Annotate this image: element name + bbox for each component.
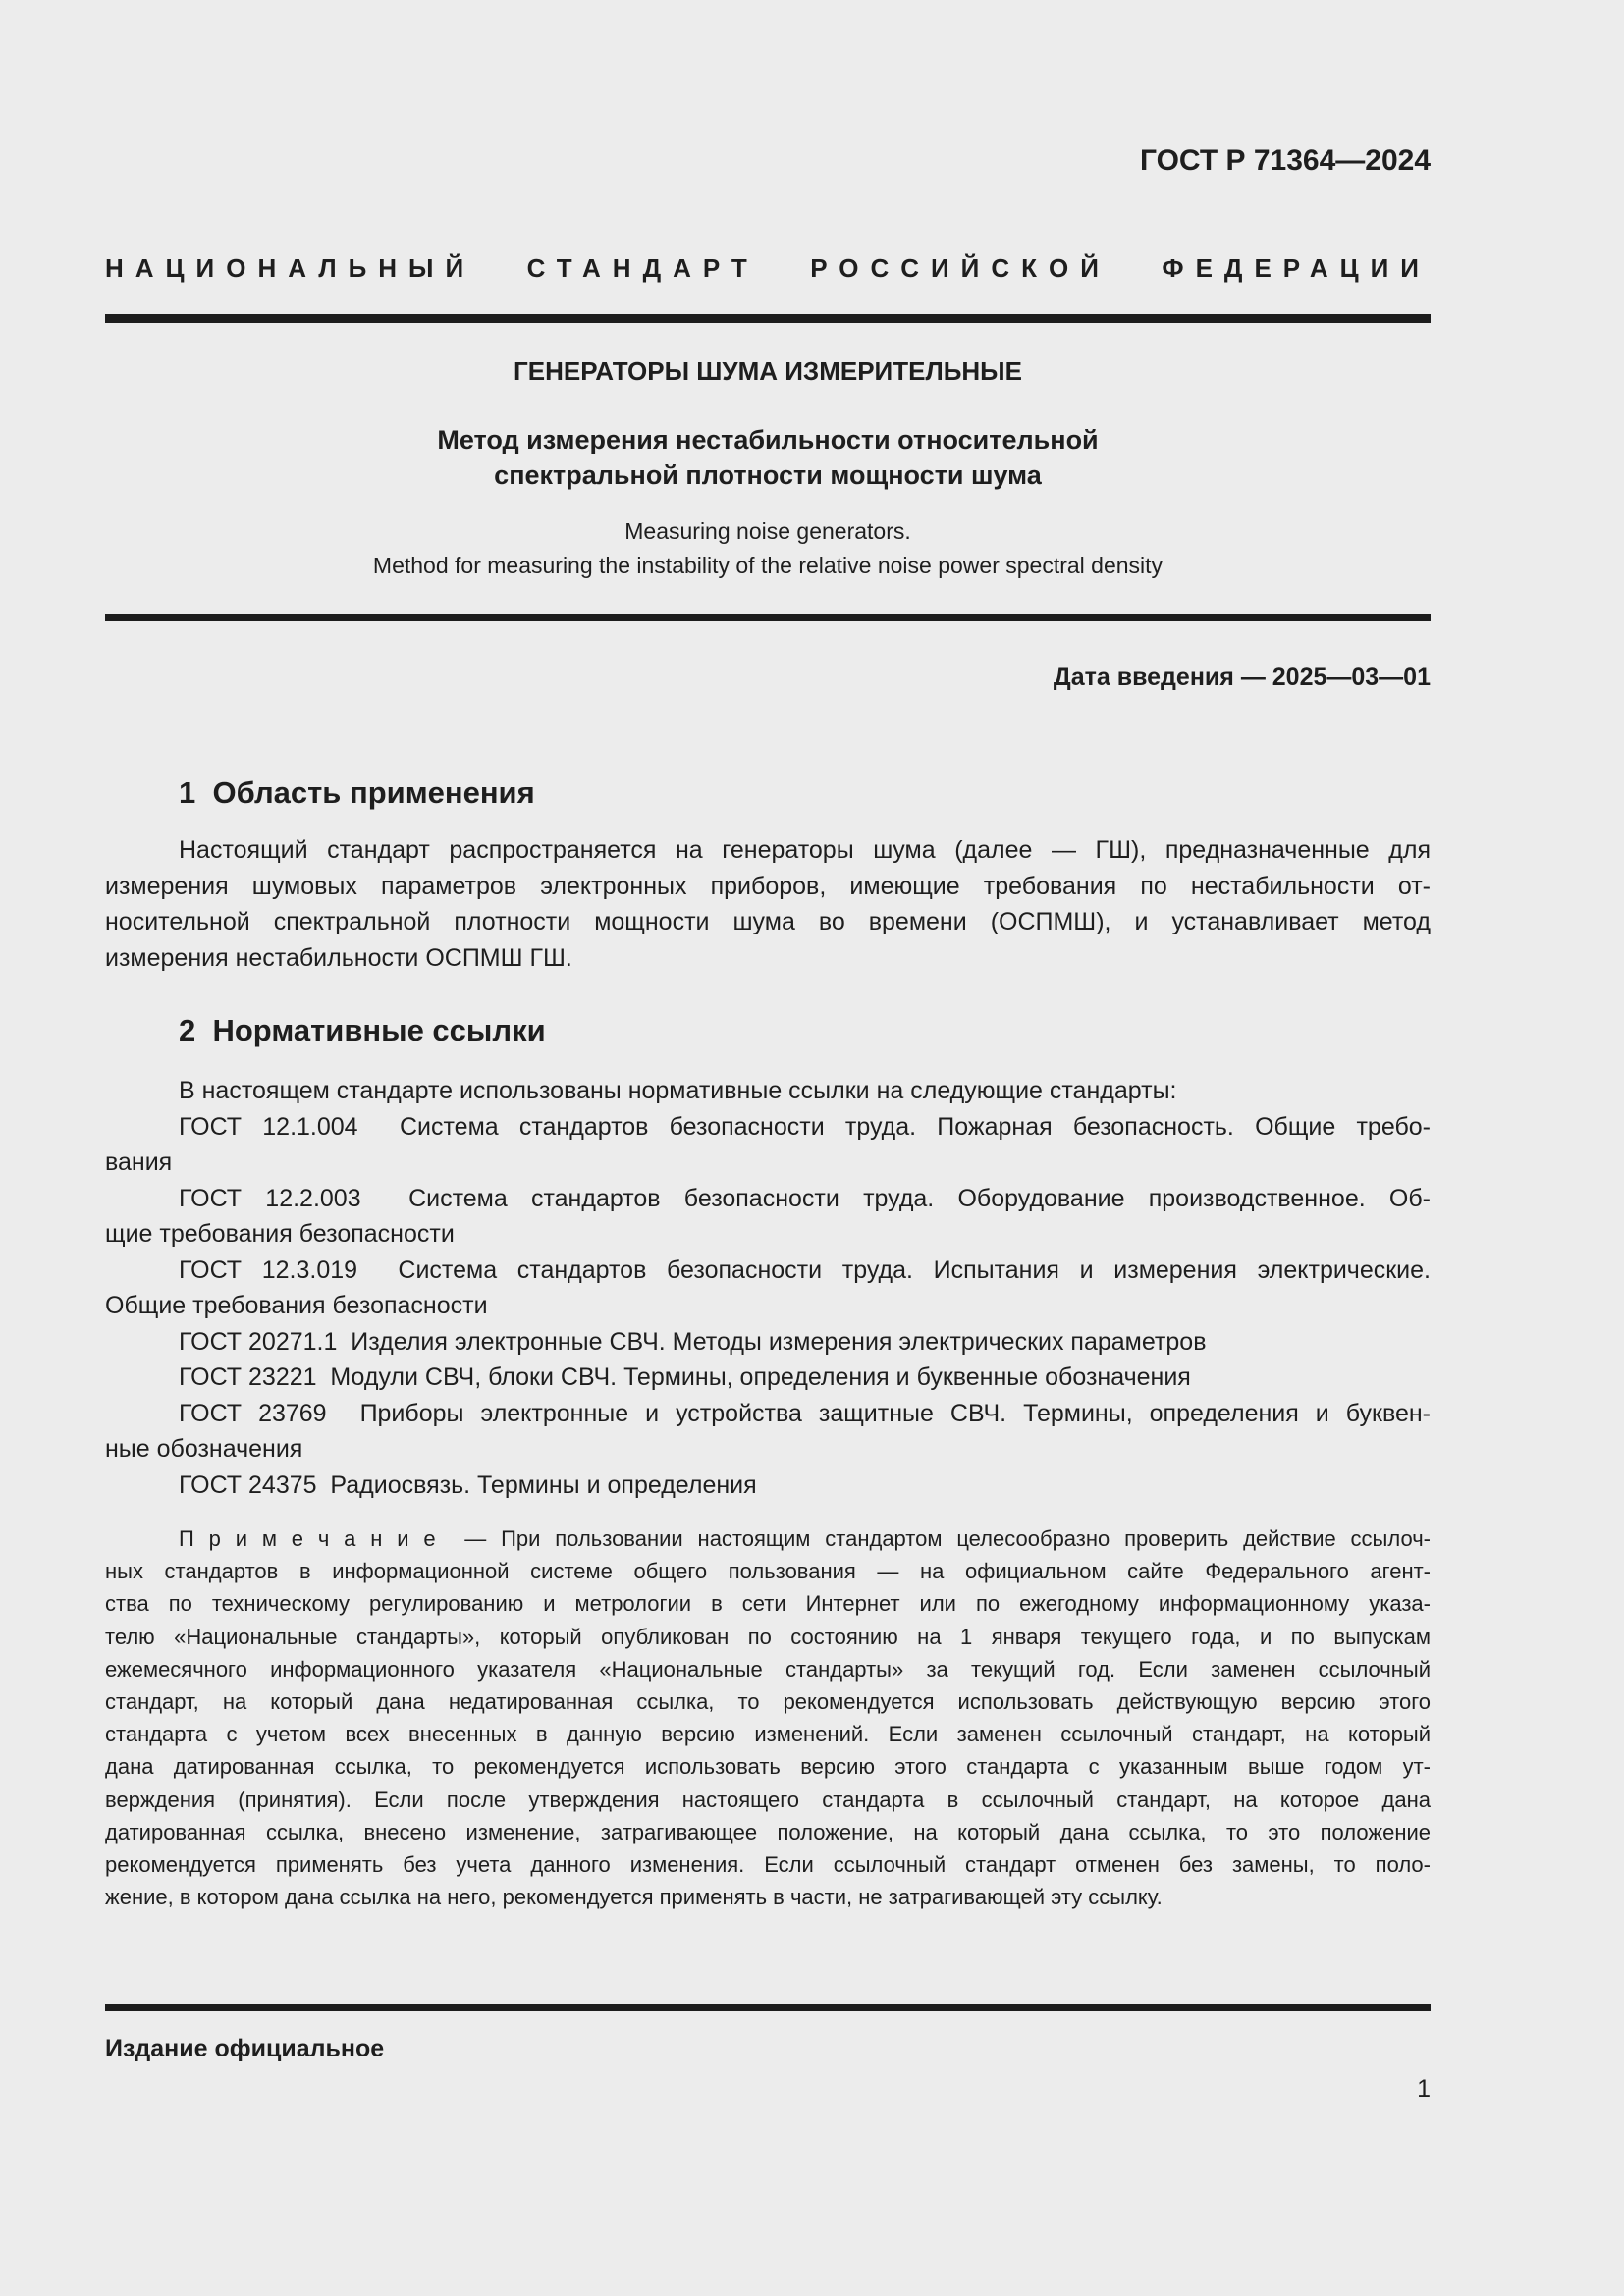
reference-item: ГОСТ 20271.1 Изделия электронные СВЧ. Методы измерения электрических параметров bbox=[179, 1327, 1207, 1356]
reference-item: ГОСТ 23769 Приборы электронные и устройства защитные СВЧ. Термины, определения и буквен- ные обозначения bbox=[105, 1399, 1431, 1463]
section-1-paragraph: Настоящий стандарт распространяется на генераторы шума (далее — ГШ), предназначенные для измерения шумовых параметров электронных приборов, имеющие требования по нестабильности от- носительной спектральной плотности мощности шума во времени (ОСПМШ), и устанавливает метод измерения нестабильности ОСПМШ ГШ. bbox=[105, 836, 1431, 972]
reference-item: ГОСТ 24375 Радиосвязь. Термины и определения bbox=[179, 1470, 757, 1499]
section-1-heading: 1 Область применения bbox=[179, 775, 535, 810]
official-edition-label: Издание официальное bbox=[105, 2035, 385, 2062]
separator-rule bbox=[105, 614, 1431, 621]
page-number: 1 bbox=[1417, 2075, 1431, 2103]
effective-date: Дата введения — 2025—03—01 bbox=[1053, 664, 1431, 691]
reference-item: ГОСТ 23221 Модули СВЧ, блоки СВЧ. Термины, определения и буквенные обозначения bbox=[179, 1363, 1191, 1391]
document-title-en: Measuring noise generators. Method for measuring the instability of the relative noise power spectral density bbox=[372, 518, 1164, 578]
footer-rule bbox=[105, 2004, 1431, 2011]
reference-item: ГОСТ 12.1.004 Система стандартов безопасности труда. Пожарная безопасность. Общие требо- вания bbox=[105, 1112, 1431, 1176]
doc-code: ГОСТ Р 71364—2024 bbox=[1139, 144, 1431, 177]
reference-item: ГОСТ 12.3.019 Система стандартов безопасности труда. Испытания и измерения электрические. Общие требования безопасности bbox=[105, 1255, 1431, 1319]
note-paragraph: П р и м е ч а н и е — При пользовании настоящим стандартом целесообразно проверить действие ссылоч- ных стандартов в информационной системе общего пользования — на официальном сайте Федерального агент- ства по техническому регулированию и метрологии в сети Интернет или по ежегодному информационному указа- телю «Национальные стандарты», который опубликован по состоянию на 1 января текущего года, и по выпускам ежемесячного информационного указателя «Национальные стандарты» за текущий год. Если заменен ссылочный стандарт, на который дана недатированная ссылка, то рекомендуется использовать действующую версию этого стандарта с учетом всех внесенных в данную версию изменений. Если заменен ссылочный стандарт, на который дана датированная ссылка, то рекомендуется использовать версию этого стандарта с указанным выше годом ут- верждения (принятия). Если после утверждения настоящего стандарта в ссылочный стандарт, на которое дана датированная ссылка, внесено изменение, затрагивающее положение, на который дана ссылка, то это положение рекомендуется применять без учета данного изменения. Если ссылочный стандарт отменен без замены, то поло- жение, в котором дана ссылка на него, рекомендуется применять в части, не затрагивающей эту ссылку. bbox=[105, 1526, 1431, 1910]
header-rule bbox=[105, 314, 1431, 323]
document-subtitle: Метод измерения нестабильности относительной спектральной плотности мощности шума bbox=[437, 425, 1099, 490]
section-2-intro: В настоящем стандарте использованы нормативные ссылки на следующие стандарты: bbox=[179, 1077, 1177, 1104]
reference-item: ГОСТ 12.2.003 Система стандартов безопасности труда. Оборудование производственное. Об- щие требования безопасности bbox=[105, 1184, 1431, 1248]
section-2-references bbox=[105, 1073, 1431, 1503]
national-standard-banner: НАЦИОНАЛЬНЫЙ СТАНДАРТ РОССИЙСКОЙ ФЕДЕРАЦИИ bbox=[105, 253, 1431, 283]
section-2-heading: 2 Нормативные ссылки bbox=[179, 1013, 546, 1047]
document-title: ГЕНЕРАТОРЫ ШУМА ИЗМЕРИТЕЛЬНЫЕ bbox=[514, 356, 1022, 386]
